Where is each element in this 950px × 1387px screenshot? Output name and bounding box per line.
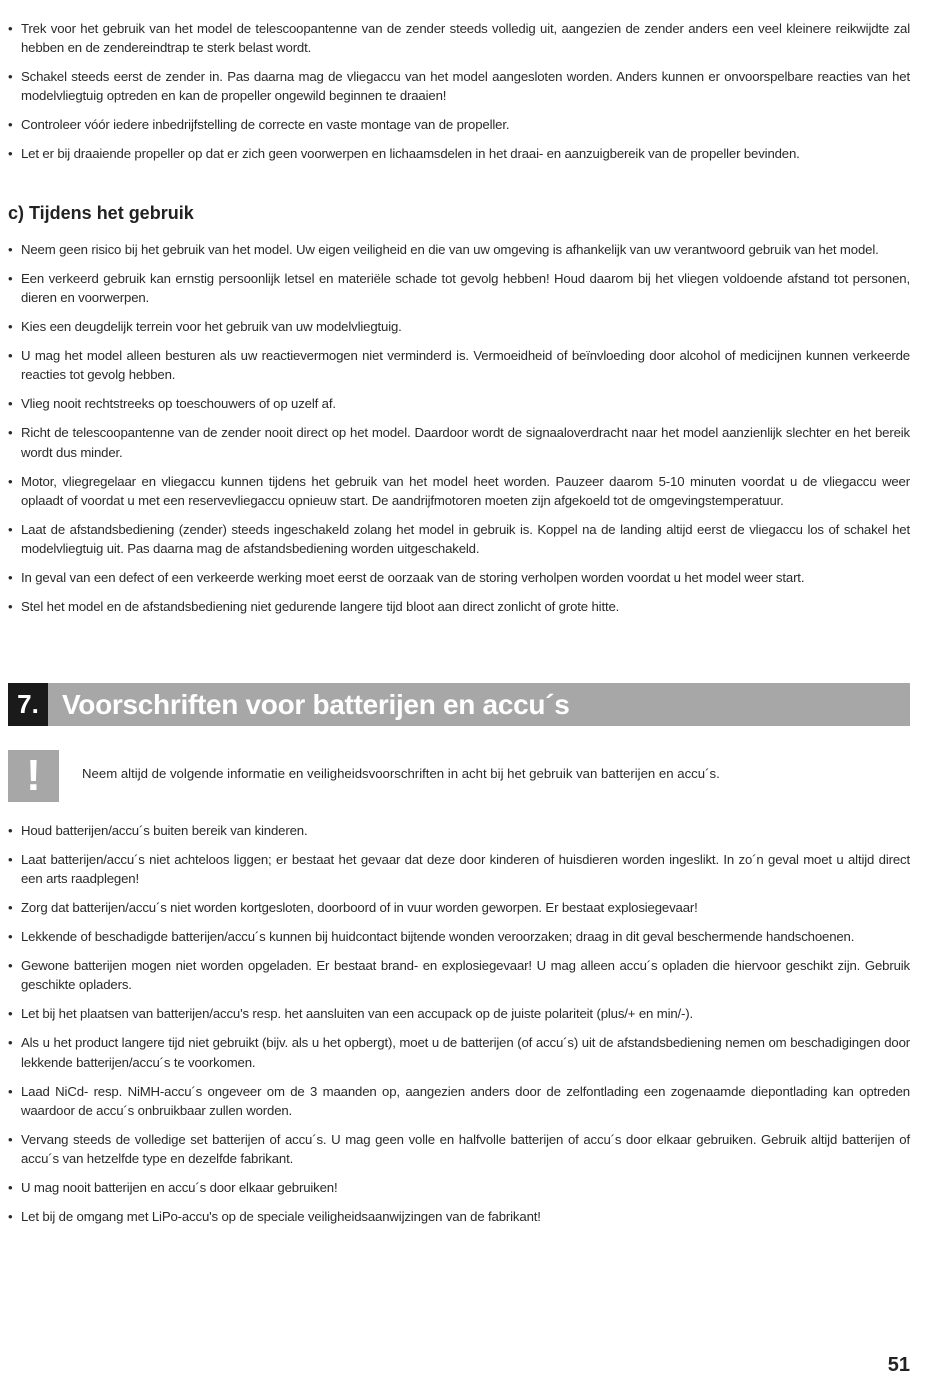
list-item: • Vervang steeds de volledige set batterijen of accu´s. U mag geen volle en halfvolle batterijen of accu´s door elkaar gebruiken. Gebruik altijd batterijen of accu´s van hetzelfde type en dezelfde fabrikant. — [8, 1130, 910, 1168]
list-item: • Let bij de omgang met LiPo-accu's op de speciale veiligheidsaanwijzingen van de fabrikant! — [8, 1207, 910, 1226]
list-item: • Schakel steeds eerst de zender in. Pas daarna mag de vliegaccu van het model aangesloten worden. Anders kunnen er onvoorspelbare reacties van het modelvliegtuig optreden en kan de propeller ongewild beginnen te draaien! — [8, 67, 910, 105]
safety-list-during-use — [8, 240, 910, 626]
list-item: • Gewone batterijen mogen niet worden opgeladen. Er bestaat brand- en explosiegevaar! U mag alleen accu´s opladen die hiervoor geschikt zijn. Gebruik geschikte opladers. — [8, 956, 910, 994]
battery-safety-list — [8, 821, 910, 1236]
exclamation-icon: ! — [8, 750, 59, 802]
list-item: • Neem geen risico bij het gebruik van het model. Uw eigen veiligheid en die van uw omgeving is afhankelijk van uw verantwoord gebruik van het model. — [8, 240, 910, 259]
list-item: • Motor, vliegregelaar en vliegaccu kunnen tijdens het gebruik van het model heet worden. Pauzeer daarom 5-10 minuten voordat u de vliegaccu weer oplaadt of voordat u met een reservevliegaccu opnieuw start. De aandrijfmotoren moeten zijn afgekoeld tot de omgevingstemperatuur. — [8, 472, 910, 510]
list-item: • Laad NiCd- resp. NiMH-accu´s ongeveer om de 3 maanden op, aangezien anders door de zelfontlading een zogenaamde diepontlading kan optreden waardoor de accu´s onbruikbaar zullen worden. — [8, 1082, 910, 1120]
section-c-heading: c) Tijdens het gebruik — [8, 203, 194, 223]
list-item: • Let bij het plaatsen van batterijen/accu's resp. het aansluiten van een accupack op de juiste polariteit (plus/+ en min/-). — [8, 1004, 910, 1023]
warning-text: Neem altijd de volgende informatie en veiligheidsvoorschriften in acht bij het gebruik van batterijen en accu´s. — [82, 766, 720, 781]
list-item: • Let er bij draaiende propeller op dat er zich geen voorwerpen en lichaamsdelen in het draai- en aanzuigbereik van de propeller bevinden. — [8, 144, 910, 163]
list-item: • U mag het model alleen besturen als uw reactievermogen niet verminderd is. Vermoeidheid of beïnvloeding door alcohol of medicijnen kunnen verkeerde reacties tot gevolg hebben. — [8, 346, 910, 384]
list-item: • Kies een deugdelijk terrein voor het gebruik van uw modelvliegtuig. — [8, 317, 910, 336]
page-number: 51 — [887, 1354, 910, 1376]
list-item: • Laat batterijen/accu´s niet achteloos liggen; er bestaat het gevaar dat deze door kinderen of huisdieren worden ingeslikt. In zo´n geval moet u altijd direct een arts raadplegen! — [8, 850, 910, 888]
list-item: • Als u het product langere tijd niet gebruikt (bijv. als u het opbergt), moet u de batterijen (of accu´s) uit de afstandsbediening nemen om beschadigingen door lekkende batterijen/accu´s te voorkomen. — [8, 1033, 910, 1071]
list-item: • Richt de telescoopantenne van de zender nooit direct op het model. Daardoor wordt de signaaloverdracht naar het model aanzienlijk slechter en het bereik wordt dus minder. — [8, 423, 910, 461]
section-title: Voorschriften voor batterijen en accu´s — [62, 688, 570, 720]
section-7-header — [8, 683, 910, 726]
list-item: • Houd batterijen/accu´s buiten bereik van kinderen. — [8, 821, 910, 840]
list-item: • Zorg dat batterijen/accu´s niet worden kortgesloten, doorboord of in vuur worden geworpen. Er bestaat explosiegevaar! — [8, 898, 910, 917]
list-item: • Vlieg nooit rechtstreeks op toeschouwers of op uzelf af. — [8, 394, 910, 413]
list-item: • In geval van een defect of een verkeerde werking moet eerst de oorzaak van de storing verholpen worden voordat u het model weer start. — [8, 568, 910, 587]
list-item: • Controleer vóór iedere inbedrijfstelling de correcte en vaste montage van de propeller. — [8, 115, 910, 134]
list-item: • Trek voor het gebruik van het model de telescoopantenne van de zender steeds volledig uit, aangezien de zender anders een veel kleinere reikwijdte zal hebben en de zendereindtrap te sterk belast wordt. — [8, 19, 910, 57]
list-item: • Laat de afstandsbediening (zender) steeds ingeschakeld zolang het model in gebruik is. Koppel na de landing altijd eerst de vliegaccu los of schakel het modelvliegtuig uit. Pas daarna mag de afstandsbediening worden uitgeschakeld. — [8, 520, 910, 558]
list-item: • U mag nooit batterijen en accu´s door elkaar gebruiken! — [8, 1178, 910, 1197]
list-item: • Lekkende of beschadigde batterijen/accu´s kunnen bij huidcontact bijtende wonden veroorzaken; draag in dit geval beschermende handschoenen. — [8, 927, 910, 946]
list-item: • Een verkeerd gebruik kan ernstig persoonlijk letsel en materiële schade tot gevolg hebben! Houd daarom bij het vliegen voldoende afstand tot personen, dieren en voorwerpen. — [8, 269, 910, 307]
list-item: • Stel het model en de afstandsbediening niet gedurende langere tijd bloot aan direct zonlicht of grote hitte. — [8, 597, 910, 616]
safety-list-preflight — [8, 19, 910, 173]
section-number: 7. — [8, 683, 48, 726]
